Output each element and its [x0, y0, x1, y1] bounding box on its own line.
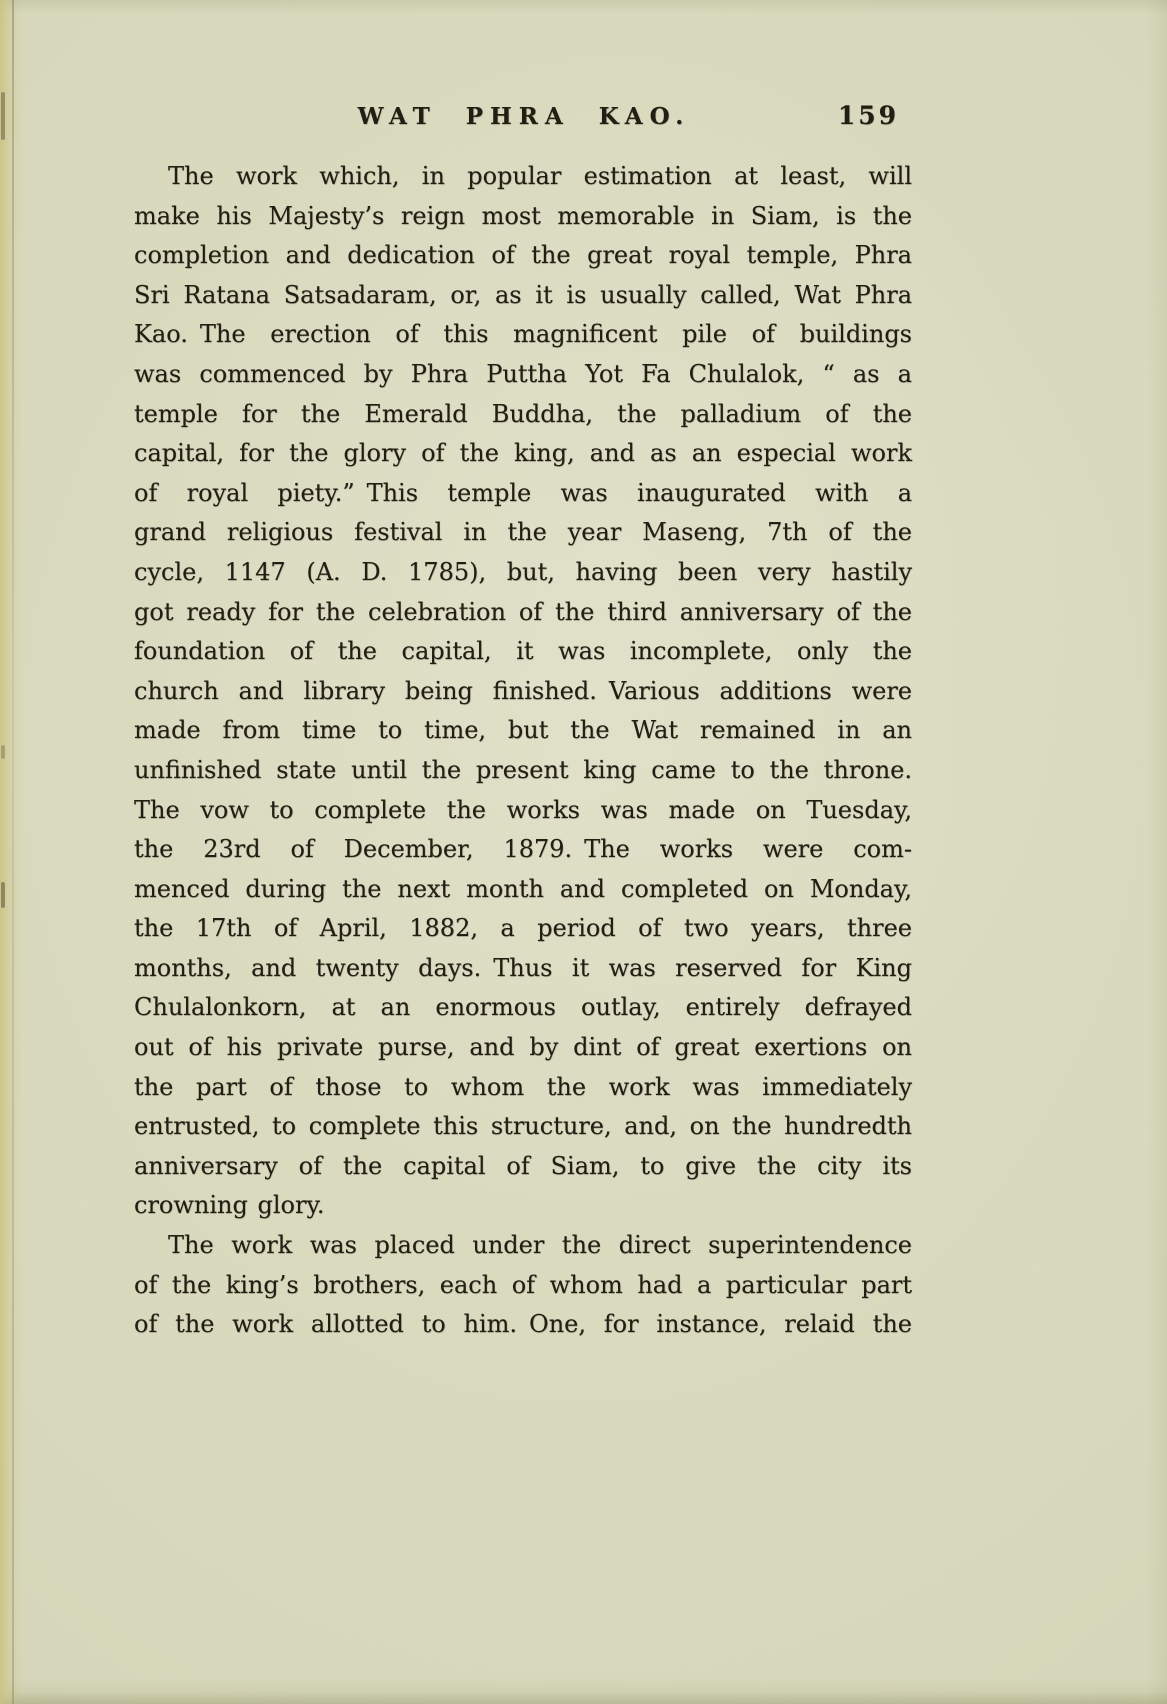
text-line: got ready for the celebration of the third anniversary of the	[134, 597, 912, 626]
paragraph	[134, 1226, 912, 1345]
text-line: The work which, in popular estimation at least, will	[168, 162, 912, 190]
text-line: the 17th of April, 1882, a period of two years, three	[134, 914, 912, 943]
page-number: 159	[837, 101, 899, 130]
text-line: temple for the Emerald Buddha, the palladium of the	[134, 399, 912, 428]
scan-artifact-tick	[1, 882, 5, 908]
paragraph	[134, 157, 912, 1226]
text-line: The vow to complete the works was made on Tuesday,	[134, 795, 912, 824]
text-line: menced during the next month and completed on Monday,	[134, 874, 912, 903]
text-line: of the king’s brothers, each of whom had a particular part	[134, 1270, 912, 1299]
text-line: church and library being finished. Various additions were	[134, 676, 912, 705]
body-text	[134, 157, 912, 1345]
text-line: was commenced by Phra Puttha Yot Fa Chulalok, “ as a	[134, 359, 912, 388]
page-crease	[12, 0, 14, 1704]
text-line: Chulalonkorn, at an enormous outlay, entirely defrayed	[134, 993, 912, 1022]
text-line: crowning glory.	[134, 1191, 325, 1220]
text-line: The work was placed under the direct superintendence	[168, 1231, 912, 1260]
text-line: make his Majesty’s reign most memorable in Siam, is the	[134, 201, 912, 230]
running-header	[135, 103, 913, 143]
text-line: cycle, 1147 (A. D. 1785), but, having been very hastily	[134, 557, 912, 586]
text-line: the part of those to whom the work was immediately	[134, 1072, 912, 1101]
text-line: completion and dedication of the great royal temple, Phra	[134, 241, 912, 270]
text-line: unfinished state until the present king came to the throne.	[134, 755, 912, 784]
text-line: capital, for the glory of the king, and as an especial work	[134, 439, 912, 468]
scan-artifact-tick	[1, 92, 5, 140]
text-line: grand religious festival in the year Maseng, 7th of the	[134, 518, 912, 547]
text-line: out of his private purse, and by dint of great exertions on	[134, 1033, 912, 1062]
text-line: anniversary of the capital of Siam, to give the city its	[134, 1151, 912, 1180]
page-title: WAT PHRA KAO.	[357, 103, 691, 130]
text-line: months, and twenty days. Thus it was reserved for King	[134, 953, 912, 982]
text-line: entrusted, to complete this structure, and, on the hundredth	[134, 1112, 912, 1141]
text-line: the 23rd of December, 1879. The works were com-	[134, 835, 912, 864]
text-line: of the work allotted to him. One, for instance, relaid the	[134, 1310, 912, 1339]
text-line: made from time to time, but the Wat remained in an	[134, 716, 912, 745]
scan-artifact-tick	[1, 745, 5, 759]
text-line: of royal piety.” This temple was inaugurated with a	[134, 478, 912, 507]
text-line: Sri Ratana Satsadaram, or, as it is usually called, Wat Phra	[134, 280, 912, 309]
text-line: foundation of the capital, it was incomplete, only the	[134, 637, 912, 666]
text-line: Kao. The erection of this magnificent pile of buildings	[134, 320, 912, 349]
